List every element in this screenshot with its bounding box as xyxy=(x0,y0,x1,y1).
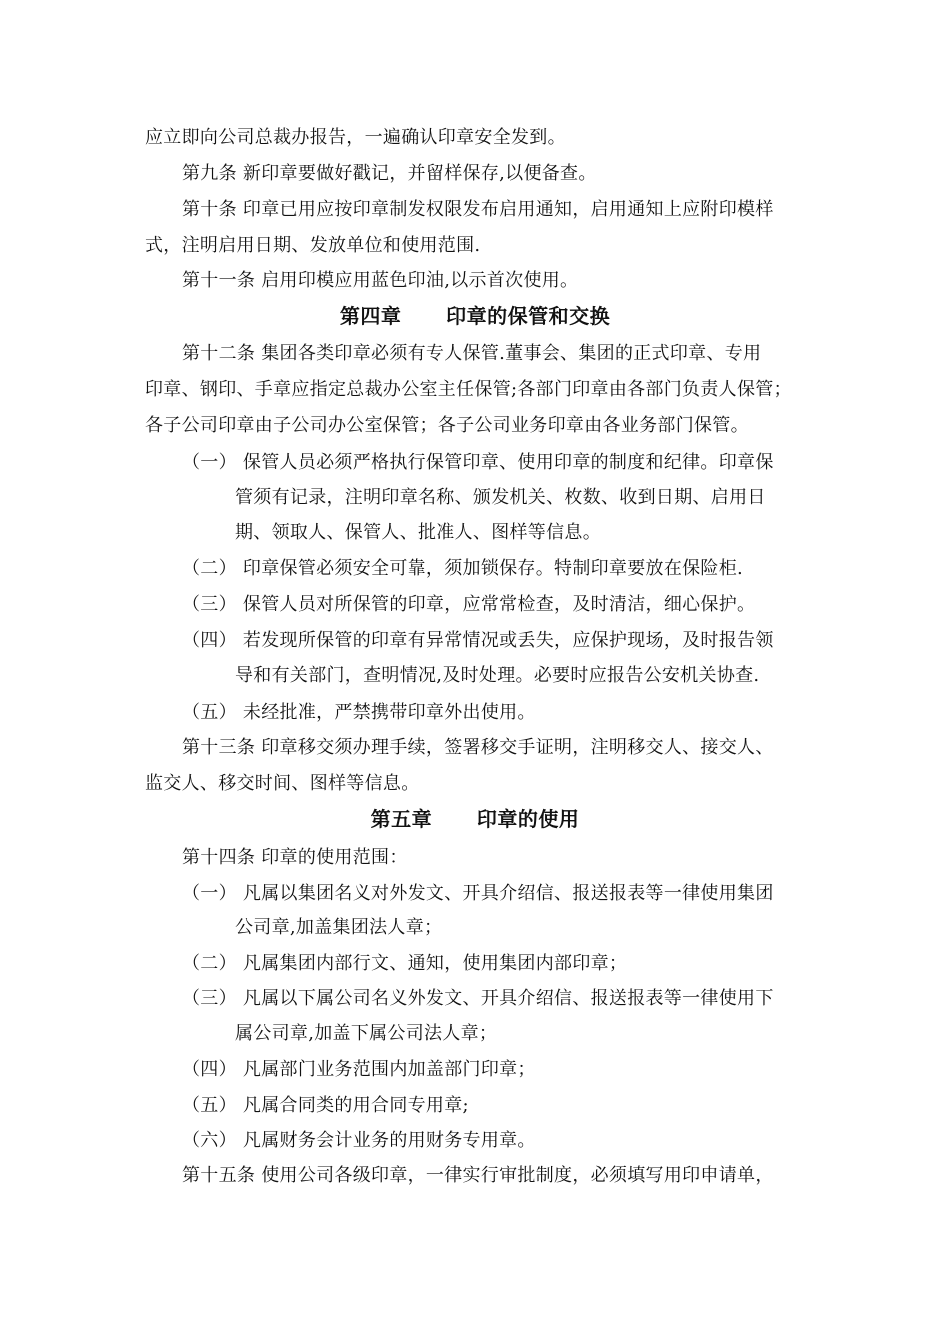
article-9: 第九条 新印章要做好戳记，并留样保存,以便备查。 xyxy=(182,163,597,184)
list-item: （三） 凡属以下属公司名义外发文、开具介绍信、报送报表等一律使用下 xyxy=(182,988,774,1009)
list-item: （二） 印章保管必须安全可靠，须加锁保存。特制印章要放在保险柜. xyxy=(182,558,744,579)
paragraph-line: 各子公司印章由子公司办公室保管；各子公司业务印章由各业务部门保管。 xyxy=(145,415,749,436)
paragraph-line: 印章、钢印、手章应指定总裁办公室主任保管;各部门印章由各部门负责人保管； xyxy=(145,379,792,400)
list-item: （四） 若发现所保管的印章有异常情况或丢失，应保护现场，及时报告领 xyxy=(182,630,774,651)
paragraph-line: 监交人、移交时间、图样等信息。 xyxy=(145,773,420,794)
article-11: 第十一条 启用印模应用蓝色印油,以示首次使用。 xyxy=(182,270,579,291)
list-item: （三） 保管人员对所保管的印章，应常常检查，及时清洁，细心保护。 xyxy=(182,594,756,615)
list-item: （五） 未经批准，严禁携带印章外出使用。 xyxy=(182,702,536,723)
list-item: （一） 保管人员必须严格执行保管印章、使用印章的制度和纪律。印章保 xyxy=(182,452,774,473)
list-item: （二） 凡属集团内部行文、通知，使用集团内部印章； xyxy=(182,953,628,974)
list-item-continuation: 期、领取人、保管人、批准人、图样等信息。 xyxy=(235,522,601,543)
article-13: 第十三条 印章移交须办理手续，签署移交手证明，注明移交人、接交人、 xyxy=(182,737,774,758)
list-item-continuation: 导和有关部门，查明情况,及时处理。必要时应报告公安机关协查. xyxy=(235,665,760,686)
article-10: 第十条 印章已用应按印章制发权限发布启用通知，启用通知上应附印模样 xyxy=(182,199,774,220)
list-item-continuation: 管须有记录，注明印章名称、颁发机关、枚数、收到日期、启用日 xyxy=(235,487,766,508)
list-item: （五） 凡属合同类的用合同专用章; xyxy=(182,1095,469,1116)
article-14: 第十四条 印章的使用范围： xyxy=(182,847,408,868)
list-item: （六） 凡属财务会计业务的用财务专用章。 xyxy=(182,1130,536,1151)
list-item-continuation: 公司章,加盖集团法人章； xyxy=(235,917,443,938)
list-item: （四） 凡属部门业务范围内加盖部门印章； xyxy=(182,1059,536,1080)
paragraph-line: 应立即向公司总裁办报告，一遍确认印章安全发到。 xyxy=(145,127,566,148)
chapter-5-heading: 第五章 印章的使用 xyxy=(370,807,580,831)
list-item: （一） 凡属以集团名义对外发文、开具介绍信、报送报表等一律使用集团 xyxy=(182,883,774,904)
chapter-4-heading: 第四章 印章的保管和交换 xyxy=(339,304,611,328)
paragraph-line: 式，注明启用日期、发放单位和使用范围. xyxy=(145,235,481,256)
article-15: 第十五条 使用公司各级印章，一律实行审批制度，必须填写用印申请单， xyxy=(182,1165,774,1186)
article-12: 第十二条 集团各类印章必须有专人保管.董事会、集团的正式印章、专用 xyxy=(182,343,762,364)
list-item-continuation: 属公司章,加盖下属公司法人章； xyxy=(235,1023,498,1044)
